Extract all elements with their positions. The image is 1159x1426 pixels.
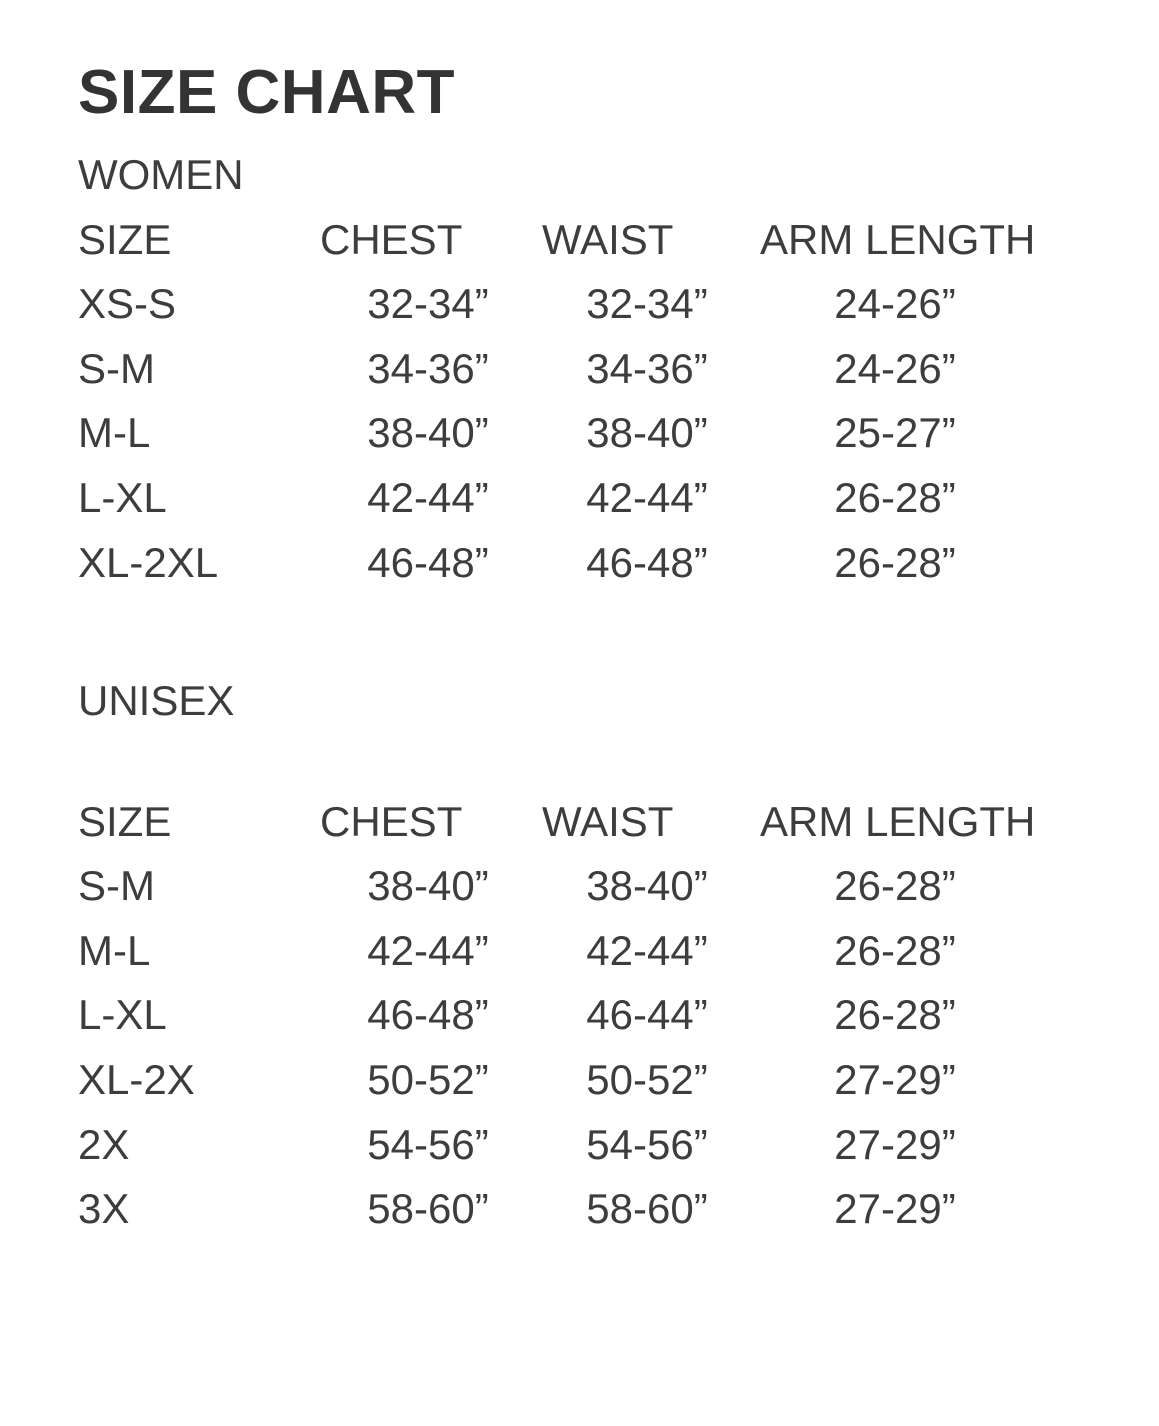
cell-size: 3X bbox=[78, 1185, 130, 1233]
cell-size: S-M bbox=[78, 862, 155, 910]
cell-size: 2X bbox=[78, 1120, 130, 1168]
cell-arm-length: 26-28” bbox=[834, 862, 956, 910]
cell-arm-length: 24-26” bbox=[834, 344, 956, 392]
cell-chest: 46-48” bbox=[367, 538, 489, 586]
cell-size: L-XL bbox=[78, 473, 167, 521]
table-header-row bbox=[78, 790, 1068, 855]
cell-size: XL-2XL bbox=[78, 538, 219, 586]
cell-arm-length: 27-29” bbox=[834, 1185, 956, 1233]
cell-size: XS-S bbox=[78, 280, 177, 328]
cell-waist: 46-48” bbox=[586, 538, 708, 586]
cell-size: M-L bbox=[78, 409, 151, 457]
cell-chest: 42-44” bbox=[367, 473, 489, 521]
cell-arm-length: 27-29” bbox=[834, 1120, 956, 1168]
cell-size: S-M bbox=[78, 344, 155, 392]
header-spacer bbox=[78, 734, 1159, 790]
cell-waist: 50-52” bbox=[586, 1056, 708, 1104]
cell-chest: 42-44” bbox=[367, 926, 489, 974]
cell-chest: 54-56” bbox=[367, 1120, 489, 1168]
cell-size: L-XL bbox=[78, 991, 167, 1039]
cell-chest: 46-48” bbox=[367, 991, 489, 1039]
cell-arm-length: 26-28” bbox=[834, 991, 956, 1039]
table-header-row bbox=[78, 208, 1068, 273]
cell-arm-length: 25-27” bbox=[834, 409, 956, 457]
cell-waist: 42-44” bbox=[586, 926, 708, 974]
cell-waist: 38-40” bbox=[586, 862, 708, 910]
cell-chest: 58-60” bbox=[367, 1185, 489, 1233]
table-row bbox=[78, 854, 1068, 919]
table-row bbox=[78, 983, 1068, 1048]
column-header-chest: CHEST bbox=[320, 797, 463, 845]
table-row bbox=[78, 1113, 1068, 1178]
cell-waist: 42-44” bbox=[586, 473, 708, 521]
table-row bbox=[78, 337, 1068, 402]
table-row bbox=[78, 466, 1068, 531]
cell-arm-length: 27-29” bbox=[834, 1056, 956, 1104]
table-row bbox=[78, 272, 1068, 337]
column-header-arm-length: ARM LENGTH bbox=[760, 215, 1036, 263]
section-spacer bbox=[78, 595, 1159, 675]
cell-arm-length: 26-28” bbox=[834, 926, 956, 974]
column-header-waist: WAIST bbox=[542, 215, 674, 263]
cell-waist: 46-44” bbox=[586, 991, 708, 1039]
cell-arm-length: 26-28” bbox=[834, 473, 956, 521]
cell-waist: 54-56” bbox=[586, 1120, 708, 1168]
cell-chest: 32-34” bbox=[367, 280, 489, 328]
cell-chest: 38-40” bbox=[367, 409, 489, 457]
cell-size: M-L bbox=[78, 926, 151, 974]
size-table-unisex bbox=[78, 790, 1068, 1242]
table-row bbox=[78, 531, 1068, 596]
cell-arm-length: 24-26” bbox=[834, 280, 956, 328]
cell-size: XL-2X bbox=[78, 1056, 195, 1104]
cell-chest: 38-40” bbox=[367, 862, 489, 910]
cell-waist: 58-60” bbox=[586, 1185, 708, 1233]
cell-chest: 50-52” bbox=[367, 1056, 489, 1104]
cell-waist: 32-34” bbox=[586, 280, 708, 328]
section-label-unisex: UNISEX bbox=[78, 677, 235, 725]
section-unisex bbox=[78, 675, 1159, 1242]
page-title: SIZE CHART bbox=[78, 58, 455, 127]
column-header-arm-length: ARM LENGTH bbox=[760, 797, 1036, 845]
column-header-chest: CHEST bbox=[320, 215, 463, 263]
table-row bbox=[78, 1048, 1068, 1113]
column-header-size: SIZE bbox=[78, 797, 172, 845]
size-table-women bbox=[78, 208, 1068, 596]
table-row bbox=[78, 1177, 1068, 1242]
cell-chest: 34-36” bbox=[367, 344, 489, 392]
cell-waist: 34-36” bbox=[586, 344, 708, 392]
cell-arm-length: 26-28” bbox=[834, 538, 956, 586]
section-women bbox=[78, 149, 1159, 595]
section-label-women: WOMEN bbox=[78, 151, 244, 199]
table-row bbox=[78, 401, 1068, 466]
table-row bbox=[78, 919, 1068, 984]
column-header-size: SIZE bbox=[78, 215, 172, 263]
cell-waist: 38-40” bbox=[586, 409, 708, 457]
column-header-waist: WAIST bbox=[542, 797, 674, 845]
